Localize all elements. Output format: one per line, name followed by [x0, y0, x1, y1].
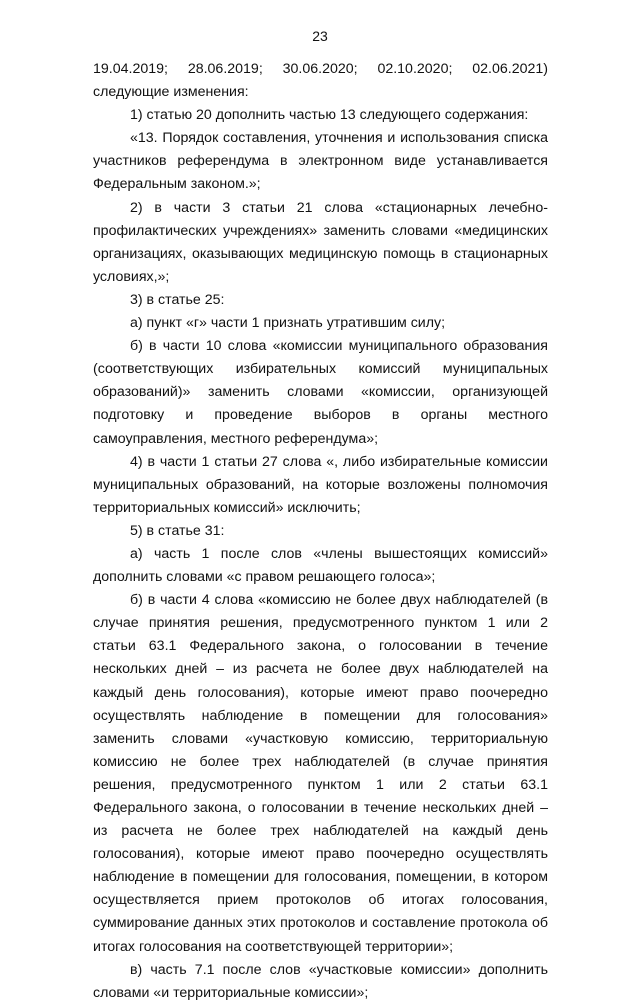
paragraph-10: б) в части 4 слова «комиссию не более двух наблюдателей (в случае принятия решения, предусмотренного пунктом 1 или 2 статьи 63.1 Федерального закона, о голосовании в течение нескольких дней – из расчета не более двух наблюдателей на каждый день голосования), которые имеют право поочередно осуществлять наблюдение в помещении для голосования» заменить словами «участковую комиссию, территориальную комиссию не более трех наблюдателей (в случае принятия решения, предусмотренного пунктом 1 или 2 статьи 63.1 Федерального закона, о голосовании в течение нескольких дней – из расчета не более трех наблюдателей на каждый день голосования), которые имеют право поочередно осуществлять наблюдение в помещении для голосования, помещении, в котором осуществляется прием протоколов об итогах голосования, суммирование данных этих протоколов и составление протокола об итогах голосования на соответствующей территории»; — [93, 592, 548, 955]
paragraph-8: 5) в статье 31: — [130, 522, 225, 539]
paragraph-9: а) часть 1 после слов «члены вышестоящих комиссий» дополнить словами «с правом решающего голоса»; — [93, 545, 548, 586]
paragraph-4: 3) в статье 25: — [130, 291, 225, 308]
paragraph-7: 4) в части 1 статьи 27 слова «, либо избирательные комиссии муниципальных образований, на которые возложены полномочия территориальных комиссий» исключить; — [93, 453, 548, 516]
paragraph-6: б) в части 10 слова «комиссии муниципального образования (соответствующих избирательных комиссий муниципальных образований)» заменить словами «комиссии, организующей подготовку и проведение выборов в органы местного самоуправления, местного референдума»; — [93, 338, 548, 447]
page-number: 23 — [312, 28, 328, 44]
paragraph-0: 19.04.2019; 28.06.2019; 30.06.2020; 02.10.2020; 02.06.2021) следующие изменения: — [93, 61, 548, 101]
paragraph-1: 1) статью 20 дополнить частью 13 следующего содержания: — [130, 107, 529, 124]
paragraph-11: в) часть 7.1 после слов «участковые комиссии» дополнить словами «и территориальные комиссии»; — [93, 961, 548, 1001]
paragraph-3: 2) в части 3 статьи 21 слова «стационарных лечебно-профилактических учреждениях» заменить словами «медицинских организациях, оказывающих медицинскую помощь в стационарных условиях,»; — [93, 199, 548, 285]
document-body — [93, 58, 548, 1005]
paragraph-2: «13. Порядок составления, уточнения и использования списка участников референдума в электронном виде устанавливается Федеральным законом.»; — [93, 130, 548, 193]
paragraph-5: а) пункт «г» части 1 признать утратившим силу; — [130, 315, 446, 332]
